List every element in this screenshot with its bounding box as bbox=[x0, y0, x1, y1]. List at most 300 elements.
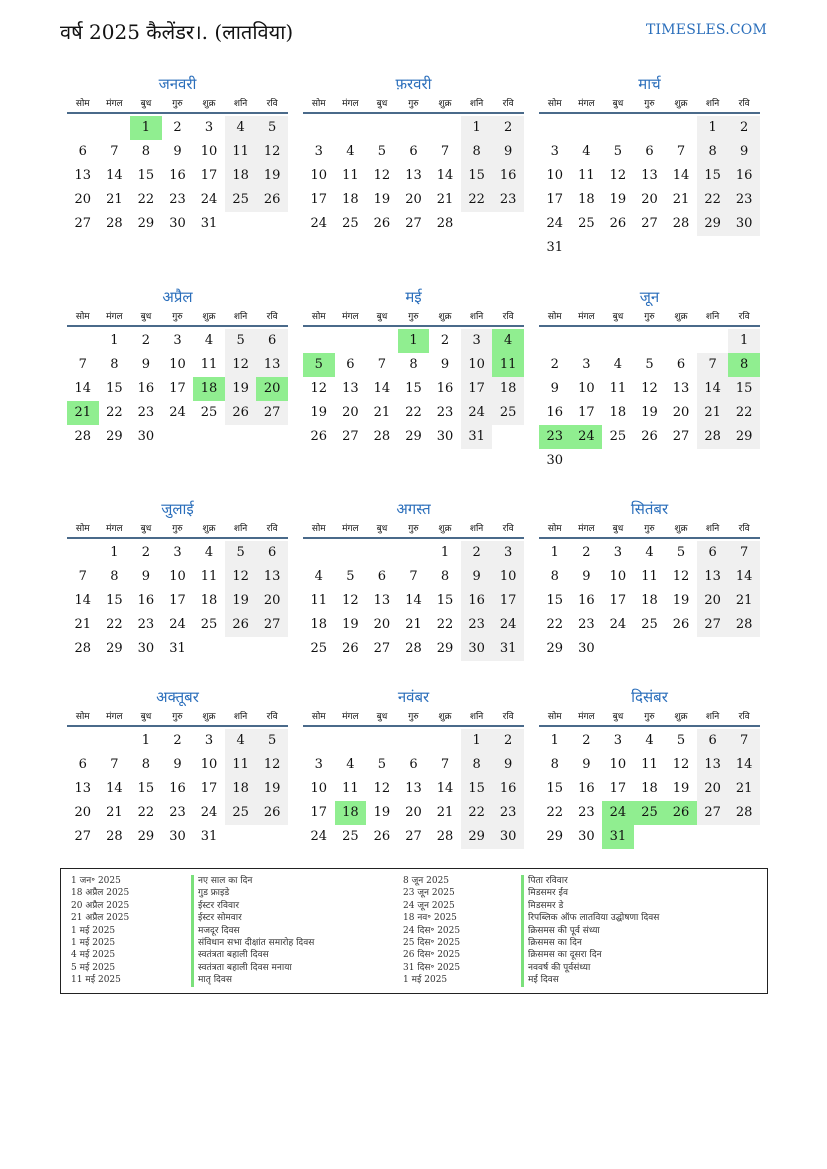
weekday-label: गुरु bbox=[644, 524, 655, 534]
legend-names-col2 bbox=[521, 875, 659, 987]
day-cell: 2 bbox=[492, 116, 524, 140]
day-cell: 25 bbox=[225, 801, 257, 825]
day-cell: 19 bbox=[641, 405, 658, 420]
weekday-header bbox=[303, 309, 524, 327]
day-cell: 23 bbox=[169, 805, 186, 820]
day-cell: 14 bbox=[106, 168, 123, 183]
legend-date: 18 नव॰ 2025 bbox=[403, 913, 457, 924]
legend-date: 21 अप्रैल 2025 bbox=[71, 913, 130, 924]
day-cell: 10 bbox=[169, 357, 186, 372]
weekday-header bbox=[303, 709, 524, 727]
day-cell: 15 bbox=[546, 781, 564, 796]
day-cell: 6 bbox=[256, 329, 288, 353]
day-cell: 18 bbox=[641, 781, 658, 796]
day-cell: 11 bbox=[200, 569, 218, 584]
day-cell: 21 bbox=[106, 805, 123, 820]
day-cell: 7 bbox=[440, 757, 450, 772]
weekday-label: बुध bbox=[376, 99, 388, 109]
weekday-label: रवि bbox=[266, 312, 278, 322]
day-cell: 6 bbox=[697, 541, 729, 565]
empty-cell bbox=[99, 729, 131, 753]
legend-dates-col2 bbox=[403, 875, 460, 987]
legend-date: 5 मई 2025 bbox=[71, 962, 116, 973]
legend-holiday-name: मिडसमर डे bbox=[521, 900, 659, 912]
day-cell: 25 bbox=[200, 617, 218, 632]
legend-holiday-name: गुड फ्राइडे bbox=[191, 887, 314, 899]
holiday-day-cell: 20 bbox=[256, 377, 288, 401]
day-cell: 11 bbox=[578, 168, 595, 183]
day-cell: 18 bbox=[492, 377, 524, 401]
day-cell: 13 bbox=[641, 168, 658, 183]
day-cell: 20 bbox=[342, 405, 359, 420]
day-cell: 7 bbox=[728, 541, 760, 565]
month-block bbox=[67, 685, 288, 849]
day-cell: 10 bbox=[578, 381, 595, 396]
empty-cell bbox=[67, 329, 99, 353]
day-cell: 6 bbox=[377, 569, 387, 584]
day-cell: 31 bbox=[200, 216, 218, 231]
month-name: फ़रवरी bbox=[395, 75, 432, 93]
day-cell: 27 bbox=[256, 401, 288, 425]
weekday-label: सोम bbox=[311, 99, 326, 109]
weekday-label: शुक्र bbox=[438, 524, 452, 534]
empty-cell bbox=[429, 116, 461, 140]
day-cell: 3 bbox=[314, 144, 323, 159]
weekday-label: शुक्र bbox=[438, 99, 452, 109]
day-grid bbox=[67, 541, 288, 661]
day-grid bbox=[539, 329, 760, 473]
month-block bbox=[539, 285, 760, 473]
day-cell: 10 bbox=[200, 144, 218, 159]
day-cell: 5 bbox=[225, 541, 257, 565]
weekday-label: रवि bbox=[738, 99, 750, 109]
weekday-label: बुध bbox=[140, 99, 152, 109]
legend-holiday-name: ईस्टर रविवार bbox=[191, 900, 314, 912]
day-cell: 27 bbox=[405, 829, 422, 844]
day-cell: 3 bbox=[314, 757, 323, 772]
month-block bbox=[539, 72, 760, 260]
day-cell: 22 bbox=[137, 192, 155, 207]
empty-cell bbox=[303, 116, 335, 140]
day-cell: 6 bbox=[676, 357, 686, 372]
weekday-header bbox=[539, 521, 760, 539]
day-cell: 20 bbox=[641, 192, 658, 207]
day-cell: 12 bbox=[310, 381, 328, 396]
day-cell: 21 bbox=[697, 401, 729, 425]
month-name: जुलाई bbox=[161, 500, 194, 518]
legend-holiday-name: मिडसमर ईव bbox=[521, 887, 659, 899]
day-cell: 29 bbox=[697, 212, 729, 236]
day-cell: 22 bbox=[546, 805, 564, 820]
day-cell: 18 bbox=[578, 192, 595, 207]
day-cell: 24 bbox=[609, 617, 627, 632]
day-cell: 25 bbox=[200, 405, 218, 420]
holiday-legend bbox=[60, 868, 768, 994]
brand-link[interactable]: TIMESLES.COM bbox=[646, 22, 767, 38]
month-block bbox=[67, 285, 288, 449]
day-cell: 23 bbox=[169, 192, 186, 207]
empty-cell bbox=[571, 116, 603, 140]
day-cell: 28 bbox=[74, 641, 92, 656]
day-cell: 8 bbox=[461, 753, 493, 777]
day-cell: 3 bbox=[613, 545, 623, 560]
day-cell: 14 bbox=[373, 381, 391, 396]
weekday-label: रवि bbox=[738, 524, 750, 534]
weekday-label: शनि bbox=[233, 712, 248, 722]
holiday-day-cell: 1 bbox=[130, 116, 162, 140]
legend-date: 4 मई 2025 bbox=[71, 950, 116, 961]
day-cell: 25 bbox=[609, 429, 627, 444]
day-cell: 28 bbox=[672, 216, 690, 231]
weekday-label: शनि bbox=[469, 312, 484, 322]
holiday-day-cell: 24 bbox=[602, 801, 634, 825]
month-name: जनवरी bbox=[158, 75, 197, 93]
day-cell: 28 bbox=[405, 641, 422, 656]
day-cell: 2 bbox=[582, 733, 591, 748]
day-cell: 28 bbox=[697, 425, 729, 449]
day-grid bbox=[67, 329, 288, 449]
day-cell: 6 bbox=[409, 144, 418, 159]
day-cell: 5 bbox=[676, 545, 686, 560]
empty-cell bbox=[335, 541, 367, 565]
day-cell: 9 bbox=[141, 357, 151, 372]
day-cell: 10 bbox=[200, 757, 218, 772]
day-cell: 25 bbox=[641, 617, 658, 632]
legend-date: 1 मई 2025 bbox=[71, 925, 116, 936]
day-cell: 3 bbox=[492, 541, 524, 565]
month-block bbox=[67, 72, 288, 236]
day-cell: 5 bbox=[645, 357, 654, 372]
day-cell: 26 bbox=[641, 429, 658, 444]
day-cell: 8 bbox=[141, 144, 151, 159]
legend-holiday-name: मातृ दिवस bbox=[191, 974, 314, 986]
day-cell: 22 bbox=[405, 405, 422, 420]
month-block bbox=[303, 685, 524, 849]
empty-cell bbox=[398, 729, 430, 753]
day-cell: 3 bbox=[204, 733, 214, 748]
weekday-label: रवि bbox=[502, 312, 514, 322]
legend-holiday-name: क्रिसमस का दिन bbox=[521, 937, 659, 949]
day-cell: 30 bbox=[137, 429, 155, 444]
day-cell: 2 bbox=[173, 733, 182, 748]
day-cell: 16 bbox=[436, 381, 454, 396]
day-cell: 22 bbox=[728, 401, 760, 425]
day-cell: 20 bbox=[697, 589, 729, 613]
day-cell: 17 bbox=[310, 192, 328, 207]
holiday-day-cell: 31 bbox=[602, 825, 634, 849]
day-cell: 27 bbox=[697, 613, 729, 637]
day-cell: 12 bbox=[672, 569, 690, 584]
weekday-label: शनि bbox=[705, 712, 720, 722]
legend-date: 24 जून 2025 bbox=[403, 900, 455, 911]
empty-cell bbox=[602, 329, 634, 353]
day-cell: 20 bbox=[74, 805, 92, 820]
weekday-label: शनि bbox=[233, 524, 248, 534]
day-cell: 23 bbox=[578, 805, 595, 820]
day-cell: 2 bbox=[550, 357, 559, 372]
day-cell: 29 bbox=[461, 825, 493, 849]
day-grid bbox=[67, 729, 288, 849]
day-cell: 18 bbox=[200, 593, 218, 608]
day-cell: 8 bbox=[110, 357, 119, 372]
day-cell: 29 bbox=[546, 829, 564, 844]
day-cell: 21 bbox=[106, 192, 123, 207]
day-cell: 3 bbox=[550, 144, 559, 159]
weekday-label: मंगल bbox=[342, 712, 359, 722]
day-cell: 17 bbox=[609, 781, 627, 796]
day-cell: 12 bbox=[373, 168, 391, 183]
day-cell: 16 bbox=[546, 405, 564, 420]
day-cell: 8 bbox=[550, 569, 559, 584]
day-cell: 11 bbox=[225, 753, 257, 777]
day-cell: 25 bbox=[310, 641, 328, 656]
day-cell: 10 bbox=[310, 781, 328, 796]
day-cell: 22 bbox=[436, 617, 454, 632]
day-cell: 2 bbox=[141, 545, 151, 560]
day-cell: 26 bbox=[256, 801, 288, 825]
day-cell: 13 bbox=[74, 168, 92, 183]
day-cell: 2 bbox=[728, 116, 760, 140]
day-cell: 8 bbox=[697, 140, 729, 164]
day-cell: 13 bbox=[373, 593, 391, 608]
day-cell: 6 bbox=[346, 357, 355, 372]
day-cell: 29 bbox=[106, 641, 123, 656]
day-cell: 15 bbox=[461, 777, 493, 801]
weekday-label: मंगल bbox=[106, 312, 123, 322]
weekday-label: मंगल bbox=[342, 524, 359, 534]
day-cell: 31 bbox=[546, 240, 564, 255]
day-cell: 6 bbox=[409, 757, 418, 772]
day-cell: 18 bbox=[641, 593, 658, 608]
day-cell: 30 bbox=[492, 825, 524, 849]
legend-date: 1 मई 2025 bbox=[71, 937, 116, 948]
day-cell: 10 bbox=[461, 353, 493, 377]
day-cell: 16 bbox=[578, 781, 595, 796]
day-cell: 19 bbox=[373, 805, 391, 820]
weekday-label: शनि bbox=[469, 524, 484, 534]
legend-date: 23 जून 2025 bbox=[403, 888, 455, 899]
day-cell: 4 bbox=[346, 144, 355, 159]
day-cell: 13 bbox=[256, 565, 288, 589]
day-cell: 29 bbox=[106, 429, 123, 444]
legend-date: 26 दिस॰ 2025 bbox=[403, 950, 461, 961]
weekday-label: गुरु bbox=[408, 99, 419, 109]
day-cell: 28 bbox=[74, 429, 92, 444]
weekday-label: सोम bbox=[547, 524, 562, 534]
day-cell: 25 bbox=[492, 401, 524, 425]
day-cell: 4 bbox=[346, 757, 355, 772]
holiday-day-cell: 25 bbox=[634, 801, 666, 825]
day-cell: 14 bbox=[436, 781, 454, 796]
day-cell: 22 bbox=[697, 188, 729, 212]
holiday-day-cell: 24 bbox=[571, 425, 603, 449]
day-cell: 16 bbox=[578, 593, 595, 608]
day-cell: 26 bbox=[310, 429, 328, 444]
weekday-label: गुरु bbox=[644, 99, 655, 109]
weekday-label: गुरु bbox=[408, 312, 419, 322]
empty-cell bbox=[366, 329, 398, 353]
day-cell: 26 bbox=[256, 188, 288, 212]
empty-cell bbox=[335, 729, 367, 753]
day-cell: 19 bbox=[609, 192, 627, 207]
legend-holiday-name: ईस्टर सोमवार bbox=[191, 912, 314, 924]
day-cell: 24 bbox=[169, 405, 186, 420]
day-cell: 30 bbox=[169, 216, 186, 231]
day-cell: 24 bbox=[169, 617, 186, 632]
day-cell: 26 bbox=[225, 401, 257, 425]
day-cell: 24 bbox=[546, 216, 564, 231]
day-cell: 15 bbox=[137, 168, 155, 183]
day-cell: 9 bbox=[728, 140, 760, 164]
day-grid bbox=[303, 729, 524, 849]
month-name: दिसंबर bbox=[631, 688, 668, 706]
day-cell: 18 bbox=[225, 777, 257, 801]
weekday-label: सोम bbox=[75, 524, 90, 534]
weekday-label: बुध bbox=[612, 312, 624, 322]
empty-cell bbox=[366, 541, 398, 565]
weekday-label: रवि bbox=[738, 312, 750, 322]
day-cell: 24 bbox=[461, 401, 493, 425]
day-cell: 5 bbox=[377, 144, 387, 159]
legend-holiday-name: रिपब्लिक ऑफ लातविया उद्घोषणा दिवस bbox=[521, 912, 659, 924]
day-cell: 29 bbox=[436, 641, 454, 656]
legend-date: 20 अप्रैल 2025 bbox=[71, 900, 130, 911]
day-cell: 23 bbox=[578, 617, 595, 632]
day-cell: 23 bbox=[137, 405, 155, 420]
holiday-day-cell: 23 bbox=[539, 425, 571, 449]
day-cell: 2 bbox=[440, 333, 450, 348]
day-cell: 12 bbox=[672, 757, 690, 772]
day-grid bbox=[303, 116, 524, 236]
weekday-label: शुक्र bbox=[202, 524, 216, 534]
weekday-header bbox=[67, 521, 288, 539]
legend-dates-col1 bbox=[71, 875, 129, 987]
month-name: नवंबर bbox=[397, 688, 430, 706]
day-cell: 22 bbox=[106, 617, 123, 632]
day-cell: 21 bbox=[405, 617, 422, 632]
day-cell: 21 bbox=[672, 192, 690, 207]
weekday-label: बुध bbox=[140, 524, 152, 534]
day-grid bbox=[303, 541, 524, 661]
day-cell: 13 bbox=[405, 168, 422, 183]
weekday-label: शुक्र bbox=[202, 312, 216, 322]
day-cell: 5 bbox=[377, 757, 387, 772]
day-cell: 17 bbox=[169, 381, 186, 396]
weekday-label: मंगल bbox=[106, 524, 123, 534]
legend-date: 11 मई 2025 bbox=[71, 975, 121, 986]
day-cell: 20 bbox=[74, 192, 92, 207]
day-cell: 15 bbox=[546, 593, 564, 608]
day-cell: 13 bbox=[697, 753, 729, 777]
weekday-label: गुरु bbox=[172, 312, 183, 322]
day-cell: 21 bbox=[74, 617, 92, 632]
month-block bbox=[303, 72, 524, 236]
day-cell: 20 bbox=[405, 805, 422, 820]
day-cell: 23 bbox=[137, 617, 155, 632]
weekday-label: शनि bbox=[705, 312, 720, 322]
day-cell: 14 bbox=[106, 781, 123, 796]
day-cell: 18 bbox=[342, 192, 359, 207]
day-cell: 9 bbox=[582, 757, 591, 772]
day-cell: 16 bbox=[461, 589, 493, 613]
day-cell: 31 bbox=[492, 637, 524, 661]
day-cell: 6 bbox=[78, 757, 87, 772]
day-cell: 9 bbox=[461, 565, 493, 589]
weekday-label: गुरु bbox=[644, 712, 655, 722]
weekday-label: रवि bbox=[738, 712, 750, 722]
day-cell: 8 bbox=[141, 757, 151, 772]
empty-cell bbox=[634, 329, 666, 353]
weekday-label: शुक्र bbox=[674, 524, 688, 534]
weekday-label: शुक्र bbox=[674, 712, 688, 722]
day-cell: 14 bbox=[74, 593, 92, 608]
day-cell: 18 bbox=[609, 405, 627, 420]
day-cell: 4 bbox=[204, 545, 214, 560]
day-cell: 3 bbox=[173, 333, 182, 348]
day-cell: 5 bbox=[676, 733, 686, 748]
day-cell: 27 bbox=[405, 216, 422, 231]
day-cell: 1 bbox=[550, 545, 559, 560]
month-name: मार्च bbox=[638, 75, 661, 93]
weekday-label: बुध bbox=[612, 99, 624, 109]
day-cell: 3 bbox=[461, 329, 493, 353]
weekday-label: शनि bbox=[233, 99, 248, 109]
day-cell: 9 bbox=[173, 144, 182, 159]
empty-cell bbox=[335, 329, 367, 353]
day-cell: 11 bbox=[342, 781, 359, 796]
day-cell: 1 bbox=[110, 333, 119, 348]
day-cell: 13 bbox=[342, 381, 359, 396]
day-cell: 20 bbox=[373, 617, 391, 632]
day-cell: 15 bbox=[137, 781, 155, 796]
empty-cell bbox=[634, 116, 666, 140]
day-cell: 14 bbox=[672, 168, 690, 183]
month-block bbox=[303, 285, 524, 449]
day-cell: 26 bbox=[672, 617, 690, 632]
day-cell: 7 bbox=[78, 569, 87, 584]
day-cell: 27 bbox=[342, 429, 359, 444]
day-cell: 20 bbox=[697, 777, 729, 801]
day-cell: 2 bbox=[492, 729, 524, 753]
day-cell: 15 bbox=[461, 164, 493, 188]
day-cell: 6 bbox=[697, 729, 729, 753]
day-cell: 21 bbox=[436, 192, 454, 207]
empty-cell bbox=[303, 729, 335, 753]
day-cell: 10 bbox=[609, 757, 627, 772]
day-cell: 5 bbox=[613, 144, 623, 159]
weekday-label: बुध bbox=[376, 312, 388, 322]
day-cell: 8 bbox=[440, 569, 450, 584]
legend-holiday-name: स्वतंत्रता बहाली दिवस मनाया bbox=[191, 962, 314, 974]
day-cell: 27 bbox=[74, 829, 92, 844]
day-cell: 6 bbox=[645, 144, 654, 159]
day-cell: 30 bbox=[436, 429, 454, 444]
day-cell: 18 bbox=[310, 617, 328, 632]
day-cell: 11 bbox=[225, 140, 257, 164]
weekday-header bbox=[67, 309, 288, 327]
holiday-day-cell: 5 bbox=[303, 353, 335, 377]
weekday-label: रवि bbox=[502, 524, 514, 534]
day-cell: 19 bbox=[256, 777, 288, 801]
weekday-label: शुक्र bbox=[438, 712, 452, 722]
day-cell: 8 bbox=[110, 569, 119, 584]
day-cell: 12 bbox=[225, 565, 257, 589]
day-cell: 28 bbox=[373, 429, 391, 444]
empty-cell bbox=[429, 729, 461, 753]
day-cell: 2 bbox=[582, 545, 591, 560]
weekday-label: सोम bbox=[75, 99, 90, 109]
day-cell: 28 bbox=[436, 216, 454, 231]
